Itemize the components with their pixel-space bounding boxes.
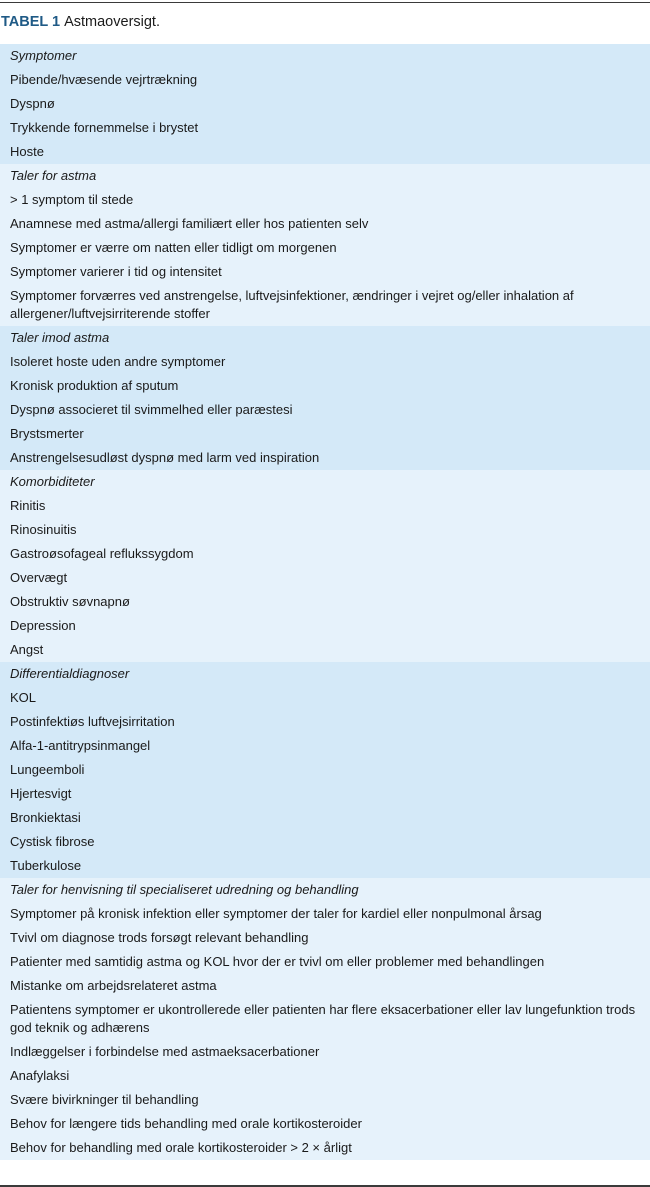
table-row: Angst (10, 642, 44, 657)
table-row: Rinosinuitis (10, 522, 77, 537)
table-row: Anafylaksi (10, 1068, 70, 1083)
table-row: Anamnese med astma/allergi familiært eller hos patienten selv (10, 216, 369, 231)
table-row: Behov for behandling med orale kortikosteroider > 2 × årligt (10, 1140, 352, 1155)
table-row: Lungeemboli (10, 762, 85, 777)
table-row: Kronisk produktion af sputum (10, 378, 179, 393)
asthma-overview-table (0, 44, 650, 1160)
table-title (1, 12, 160, 32)
table-row: Alfa-1-antitrypsinmangel (10, 738, 151, 753)
table-row: Symptomer forværres ved anstrengelse, luftvejsinfektioner, ændringer i vejret og/eller inhalation af allergener/luftvejsirriterende stoffer (10, 288, 574, 321)
table-row: Indlæggelser i forbindelse med astmaeksacerbationer (10, 1044, 320, 1059)
table-section (0, 470, 650, 662)
section-heading: Taler imod astma (10, 330, 110, 345)
table-row: Patientens symptomer er ukontrollerede eller patienten har flere eksacerbationer eller lav lungefunktion trods god teknik og adhærens (10, 1002, 636, 1035)
table-section (0, 662, 650, 878)
table-row: Svære bivirkninger til behandling (10, 1092, 199, 1107)
table-row: Symptomer på kronisk infektion eller symptomer der taler for kardiel eller nonpulmonal årsag (10, 906, 542, 921)
top-rule (0, 2, 650, 3)
table-row: Hoste (10, 144, 44, 159)
section-heading: Taler for astma (10, 168, 97, 183)
table-section (0, 326, 650, 470)
table-row: Behov for længere tids behandling med orale kortikosteroider (10, 1116, 362, 1131)
table-row: Symptomer er værre om natten eller tidligt om morgenen (10, 240, 337, 255)
table-row: Postinfektiøs luftvejsirritation (10, 714, 175, 729)
section-heading: Symptomer (10, 48, 77, 63)
table-row: Bronkiektasi (10, 810, 81, 825)
table-section (0, 44, 650, 164)
table-section (0, 878, 650, 1160)
table-row: Brystsmerter (10, 426, 84, 441)
section-heading: Komorbiditeter (10, 474, 95, 489)
table-row: Symptomer varierer i tid og intensitet (10, 264, 222, 279)
table-row: Depression (10, 618, 76, 633)
table-row: Patienter med samtidig astma og KOL hvor der er tvivl om eller problemer med behandlingen (10, 954, 545, 969)
table-row: Dyspnø associeret til svimmelhed eller paræstesi (10, 402, 293, 417)
table-row: > 1 symptom til stede (10, 192, 134, 207)
section-heading: Taler for henvisning til specialiseret udredning og behandling (10, 882, 359, 897)
table-row: Cystisk fibrose (10, 834, 95, 849)
table-label: TABEL 1 (1, 14, 61, 30)
table-row: Pibende/hvæsende vejrtrækning (10, 72, 198, 87)
table-row: Isoleret hoste uden andre symptomer (10, 354, 226, 369)
table-row: Overvægt (10, 570, 68, 585)
table-row: Dyspnø (10, 96, 55, 111)
table-row: Hjertesvigt (10, 786, 72, 801)
table-row: Tuberkulose (10, 858, 82, 873)
table-row: Gastroøsofageal reflukssygdom (10, 546, 194, 561)
table-row: Trykkende fornemmelse i brystet (10, 120, 199, 135)
table-row: Mistanke om arbejdsrelateret astma (10, 978, 217, 993)
table-row: Obstruktiv søvnapnø (10, 594, 130, 609)
table-row: Anstrengelsesudløst dyspnø med larm ved inspiration (10, 450, 320, 465)
table-row: Rinitis (10, 498, 46, 513)
table-section (0, 164, 650, 326)
table-row: KOL (10, 690, 37, 705)
table-caption: Astmaoversigt. (64, 14, 160, 30)
section-heading: Differentialdiagnoser (10, 666, 130, 681)
table-row: Tvivl om diagnose trods forsøgt relevant behandling (10, 930, 309, 945)
